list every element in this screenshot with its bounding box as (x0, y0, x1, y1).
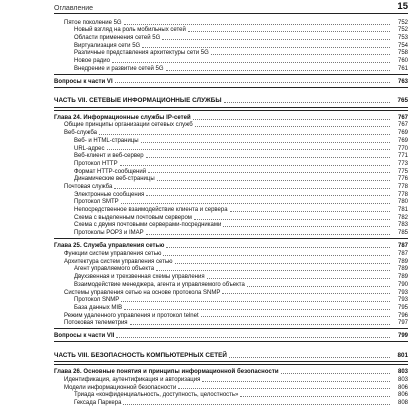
toc-entry-title: Вопросы к части VII (54, 332, 115, 339)
toc-entry-title: Потоковая телеметрия (54, 320, 129, 326)
section-rule (54, 328, 408, 329)
toc-entry[interactable] (54, 257, 408, 265)
toc-entry-title: Веб- и HTML-страницы (54, 138, 140, 144)
toc-entry-title: Глава 25. Служба управления сетью (54, 243, 165, 250)
dot-leader (148, 172, 390, 173)
toc-entry-title: Глава 26. Основные понятия и принципы информационной безопасности (54, 369, 279, 376)
toc-entry-page: 754 (397, 42, 408, 49)
toc-entry[interactable] (54, 198, 408, 206)
toc-entry[interactable] (54, 205, 408, 213)
toc-entry[interactable] (54, 136, 408, 144)
header-page-number: 15 (397, 1, 408, 12)
toc-entry[interactable] (54, 331, 408, 339)
toc-entry[interactable] (54, 391, 408, 399)
toc-entry-page: 771 (397, 153, 408, 160)
toc-entry-page: 753 (397, 35, 408, 42)
toc-entry[interactable] (54, 77, 408, 85)
dot-leader (281, 373, 390, 374)
toc-entry[interactable] (54, 26, 408, 34)
toc-entry[interactable] (54, 144, 408, 152)
toc-entry-page: 775 (397, 168, 408, 175)
toc-entry-title: Гексада Паркера (54, 400, 122, 406)
toc-entry[interactable] (54, 18, 408, 26)
toc-entry-title: Режим удаленного управления и протокол telnet (54, 313, 200, 319)
toc-entry-page: 780 (397, 199, 408, 206)
toc-entry-page: 752 (397, 19, 408, 26)
table-of-contents (54, 18, 408, 406)
toc-entry-page: 763 (397, 78, 408, 85)
dot-leader (107, 149, 390, 150)
dot-leader (229, 357, 390, 358)
toc-entry-page: 808 (397, 400, 408, 407)
toc-entry-title: Протокол SNMP (54, 297, 120, 303)
toc-entry-title: Области применения сетей 5G (54, 35, 161, 41)
toc-entry-title: Вопросы к части VI (54, 78, 113, 85)
toc-entry[interactable] (54, 121, 408, 129)
toc-entry-title: Системы управления сетью на основе протокола SNMP (54, 290, 221, 296)
toc-entry[interactable] (54, 33, 408, 41)
toc-chapter-entry[interactable] (54, 241, 408, 249)
dot-leader (223, 226, 390, 227)
toc-entry-title: Глава 24. Информационные службы IP-сетей (54, 114, 191, 121)
dot-leader (121, 301, 390, 302)
dot-leader (115, 82, 390, 83)
toc-entry[interactable] (54, 182, 408, 190)
toc-entry[interactable] (54, 128, 408, 136)
dot-leader (142, 47, 390, 48)
toc-entry[interactable] (54, 383, 408, 391)
dot-leader (156, 270, 390, 271)
toc-entry[interactable] (54, 398, 408, 406)
toc-entry-page: 803 (397, 376, 408, 383)
toc-entry-page: 790 (397, 281, 408, 288)
toc-entry-title: Протоколы POP3 и IMAP (54, 230, 145, 236)
running-header (54, 0, 408, 14)
toc-entry-page: 752 (397, 27, 408, 34)
toc-entry-page: 773 (397, 160, 408, 167)
toc-chapter-entry[interactable] (54, 113, 408, 121)
toc-entry-title: Модели информационной безопасности (54, 385, 177, 391)
toc-entry-page: 806 (397, 384, 408, 391)
toc-entry[interactable] (54, 213, 408, 221)
dot-leader (230, 211, 390, 212)
toc-entry-page: 769 (397, 137, 408, 144)
toc-entry-title: URL-адрес (54, 146, 106, 152)
dot-leader (178, 388, 390, 389)
toc-entry-title: Двухзвенная и трехзвенная схемы управления (54, 274, 206, 280)
toc-entry-page: 778 (397, 183, 408, 190)
toc-entry[interactable] (54, 311, 408, 319)
toc-entry[interactable] (54, 296, 408, 304)
toc-entry-title: Общие принципы организации сетевых служб (54, 122, 194, 128)
toc-entry-title: Новое радио (54, 58, 111, 64)
toc-entry-title: Различные представления архитектуры сети 5G (54, 50, 210, 56)
dot-leader (175, 263, 391, 264)
toc-entry[interactable] (54, 49, 408, 57)
section-rule (54, 110, 408, 111)
toc-entry-page: 789 (397, 258, 408, 265)
toc-entry[interactable] (54, 41, 408, 49)
toc-entry[interactable] (54, 288, 408, 296)
dot-leader (146, 234, 390, 235)
toc-entry-page: 767 (397, 114, 408, 121)
toc-entry-page: 787 (397, 251, 408, 258)
toc-entry-title: Схема с двумя почтовыми серверами-посредниками (54, 222, 222, 228)
toc-entry-title: База данных MIB (54, 305, 123, 311)
section-rule (54, 74, 408, 75)
toc-entry-page: 789 (397, 266, 408, 273)
dot-leader (120, 165, 390, 166)
toc-entry[interactable] (54, 265, 408, 273)
toc-entry-title: Динамические веб-страницы (54, 176, 156, 182)
toc-entry-title: Архитектура систем управления сетью (54, 259, 174, 265)
dot-leader (166, 70, 390, 71)
toc-entry-page: 796 (397, 312, 408, 319)
toc-entry-page: 799 (397, 332, 408, 339)
toc-entry-page: 781 (397, 207, 408, 214)
toc-entry-title: ЧАСТЬ VIII. БЕЗОПАСНОСТЬ КОМПЬЮТЕРНЫХ СЕТЕЙ (54, 351, 227, 359)
dot-leader (124, 309, 390, 310)
toc-entry-title: Взаимодействие менеджера, агента и управляемого объекта (54, 282, 246, 288)
dot-leader (224, 102, 390, 103)
toc-entry-page: 806 (397, 392, 408, 399)
dot-leader (201, 316, 390, 317)
dot-leader (99, 134, 390, 135)
toc-entry-page: 801 (397, 351, 408, 359)
dot-leader (195, 126, 390, 127)
dot-leader (193, 119, 390, 120)
toc-entry-title: Идентификация, аутентификация и авторизация (54, 377, 201, 383)
toc-entry-title: Формат HTTP-сообщений (54, 169, 147, 175)
dot-leader (112, 62, 390, 63)
toc-entry-page: 793 (397, 289, 408, 296)
dot-leader (166, 247, 390, 248)
toc-entry[interactable] (54, 319, 408, 327)
toc-entry-title: Триада «конфиденциальность, доступность, целостность» (54, 392, 239, 398)
toc-entry-page: 776 (397, 176, 408, 183)
dot-leader (146, 195, 390, 196)
dot-leader (163, 255, 390, 256)
dot-leader (247, 286, 390, 287)
dot-leader (240, 396, 390, 397)
section-rule (54, 87, 408, 88)
toc-entry-page: 789 (397, 274, 408, 281)
toc-entry[interactable] (54, 272, 408, 280)
dot-leader (222, 293, 390, 294)
toc-entry-title: Протокол HTTP (54, 161, 119, 167)
toc-entry-page: 783 (397, 222, 408, 229)
toc-entry-page: 765 (397, 97, 408, 105)
toc-entry-title: Веб-служба (54, 130, 98, 136)
toc-entry[interactable] (54, 228, 408, 236)
toc-entry[interactable] (54, 175, 408, 183)
dot-leader (162, 39, 390, 40)
toc-entry[interactable] (54, 167, 408, 175)
dot-leader (202, 381, 390, 382)
toc-entry-page: 760 (397, 58, 408, 65)
toc-entry[interactable] (54, 303, 408, 311)
section-rule (54, 238, 408, 239)
toc-entry-title: Новый взгляд на роль мобильных сетей (54, 27, 187, 33)
toc-entry-page: 803 (397, 369, 408, 376)
dot-leader (141, 142, 390, 143)
toc-entry-title: Внедрение и развитие сетей 5G (54, 66, 165, 72)
toc-part-entry[interactable] (54, 350, 408, 359)
toc-entry[interactable] (54, 56, 408, 64)
toc-entry-title: Виртуализация сети 5G (54, 43, 141, 49)
dot-leader (124, 24, 390, 25)
toc-entry[interactable] (54, 249, 408, 257)
dot-leader (130, 324, 390, 325)
toc-entry-title: Электронные сообщения (54, 192, 145, 198)
toc-entry-page: 793 (397, 297, 408, 304)
toc-entry-page: 767 (397, 122, 408, 129)
toc-entry[interactable] (54, 152, 408, 160)
section-rule (54, 341, 408, 342)
toc-entry-title: ЧАСТЬ VII. СЕТЕВЫЕ ИНФОРМАЦИОННЫЕ СЛУЖБЫ (54, 97, 222, 105)
toc-entry[interactable] (54, 64, 408, 72)
dot-leader (211, 54, 390, 55)
dot-leader (194, 219, 390, 220)
dot-leader (123, 404, 390, 405)
section-rule (54, 361, 408, 362)
toc-entry-page: 782 (397, 214, 408, 221)
section-rule (54, 107, 408, 108)
toc-entry-title: Протокол SMTP (54, 199, 120, 205)
dot-leader (146, 157, 390, 158)
toc-entry-page: 787 (397, 243, 408, 250)
header-title: Оглавление (54, 5, 94, 12)
toc-entry-title: Пятое поколение 5G (54, 20, 123, 26)
toc-entry-page: 778 (397, 191, 408, 198)
toc-entry[interactable] (54, 159, 408, 167)
dot-leader (121, 203, 390, 204)
toc-entry-title: Почтовая служба (54, 184, 113, 190)
dot-leader (114, 188, 390, 189)
toc-entry-title: Непосредственное взаимодействие клиента и сервера (54, 207, 229, 213)
dot-leader (157, 180, 390, 181)
toc-entry-page: 770 (397, 145, 408, 152)
toc-entry-page: 795 (397, 304, 408, 311)
toc-entry-title: Агент управляемого объекта (54, 266, 155, 272)
toc-entry-title: Веб-клиент и веб-сервер (54, 153, 145, 159)
dot-leader (116, 337, 390, 338)
toc-entry-page: 797 (397, 320, 408, 327)
toc-entry-page: 769 (397, 130, 408, 137)
toc-entry[interactable] (54, 375, 408, 383)
section-rule (54, 364, 408, 365)
toc-entry-title: Схема с выделенным почтовым сервером (54, 215, 193, 221)
toc-entry-page: 758 (397, 50, 408, 57)
dot-leader (188, 31, 390, 32)
toc-part-entry[interactable] (54, 96, 408, 105)
toc-entry[interactable] (54, 221, 408, 229)
toc-entry-page: 761 (397, 65, 408, 72)
toc-entry[interactable] (54, 190, 408, 198)
toc-entry[interactable] (54, 280, 408, 288)
toc-chapter-entry[interactable] (54, 367, 408, 375)
dot-leader (207, 278, 390, 279)
toc-entry-title: Функции систем управления сетью (54, 251, 162, 257)
toc-entry-page: 785 (397, 230, 408, 237)
